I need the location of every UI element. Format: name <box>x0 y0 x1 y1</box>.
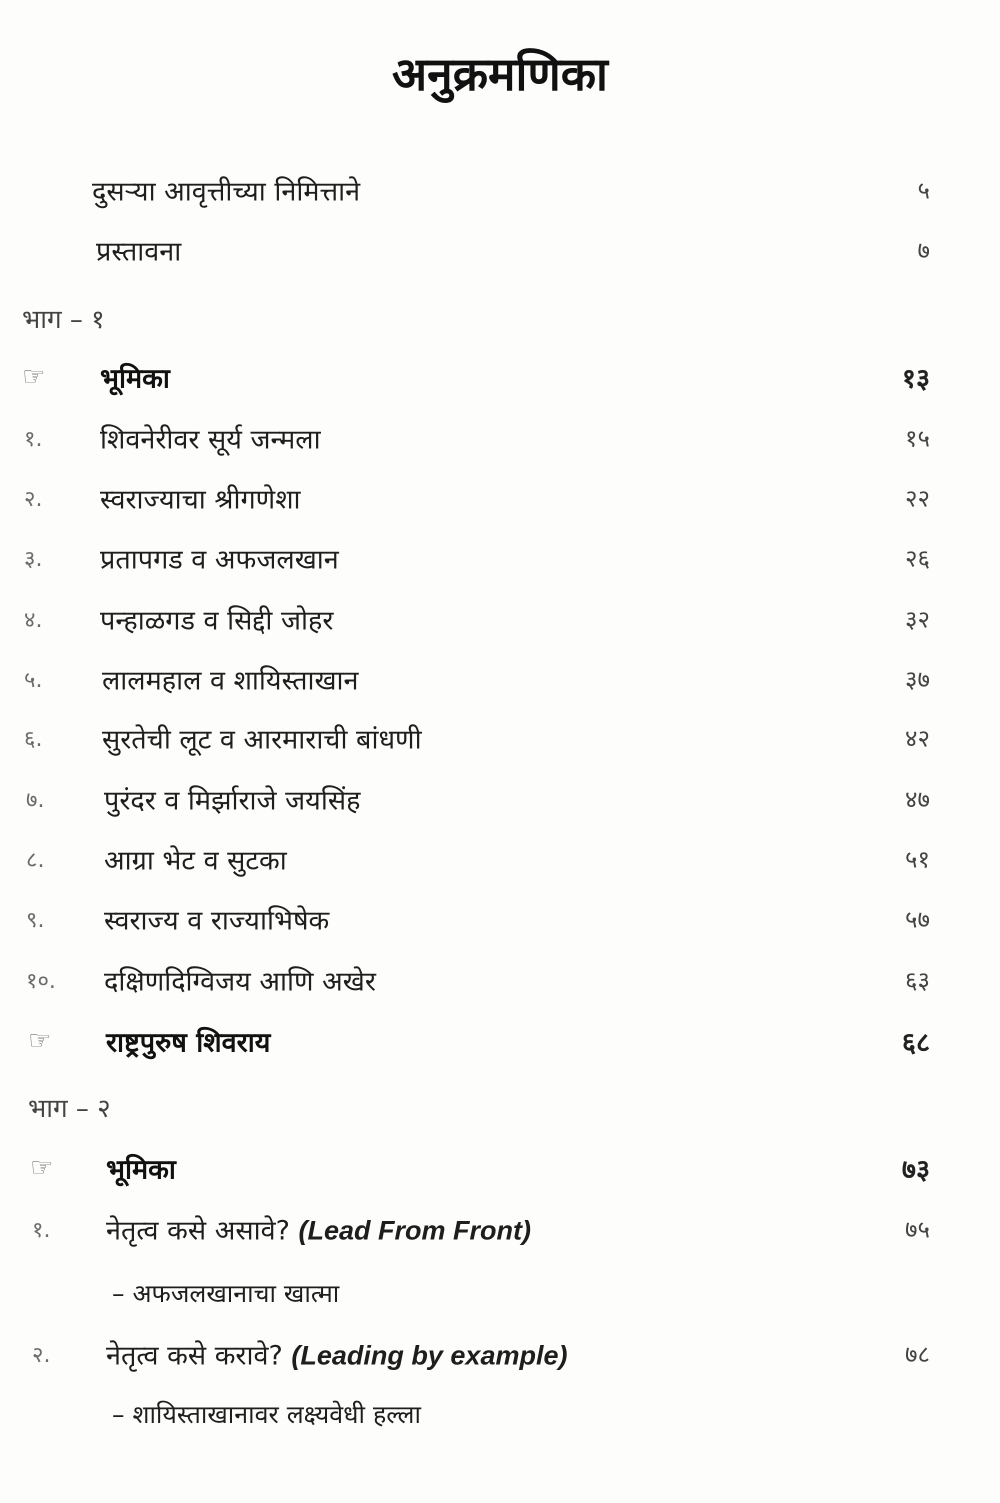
toc-entry <box>0 594 1000 644</box>
toc-entry-title: प्रतापगड व अफजलखान <box>100 544 339 576</box>
toc-entry-title: शिवनेरीवर सूर्य जन्मला <box>100 424 321 456</box>
toc-entry-page: १३ <box>901 363 930 395</box>
toc-entry-page: ३२ <box>905 605 930 634</box>
toc-entry-title: दुसऱ्या आवृत्तीच्या निमित्ताने <box>92 176 361 208</box>
toc-entry-title: पन्हाळगड व सिद्दी जोहर <box>100 605 334 637</box>
toc-entry-page: २२ <box>905 484 930 513</box>
toc-entry-title: स्वराज्य व राज्याभिषेक <box>104 905 330 937</box>
toc-entry-title: लालमहाल व शायिस्ताखान <box>102 665 359 697</box>
toc-entry <box>0 352 1000 402</box>
toc-entry-title-english: (Leading by example) <box>291 1340 568 1371</box>
toc-subentry <box>0 1389 1000 1439</box>
toc-entry-page: ७८ <box>905 1340 930 1369</box>
toc-entry-number: ४. <box>24 608 43 633</box>
toc-entry-number: ८. <box>26 848 45 873</box>
pointing-hand-icon: ☞ <box>22 362 46 392</box>
toc-entry <box>0 473 1000 523</box>
toc-entry-title: भूमिका <box>106 1154 176 1186</box>
toc-entry-page: ७५ <box>905 1215 930 1244</box>
toc-entry-number: ७. <box>26 788 45 813</box>
toc-entry <box>0 713 1000 763</box>
toc-entry-title-marathi: नेतृत्व कसे असावे? <box>106 1215 290 1247</box>
toc-entry-page: ५१ <box>905 845 930 874</box>
toc-entry-title: दक्षिणदिग्विजय आणि अखेर <box>104 966 376 998</box>
toc-entry-title: सुरतेची लूट व आरमाराची बांधणी <box>102 724 422 756</box>
toc-entry <box>0 774 1000 824</box>
toc-entry <box>0 1329 1000 1379</box>
toc-entry-title: भूमिका <box>100 363 170 395</box>
toc-entry-page: ७ <box>917 236 930 265</box>
toc-entry <box>0 894 1000 944</box>
toc-entry-page: ७३ <box>901 1154 930 1186</box>
part-heading <box>0 1082 1000 1132</box>
toc-entry-title-english: (Lead From Front) <box>298 1215 531 1246</box>
toc-entry-title: स्वराज्याचा श्रीगणेशा <box>100 484 301 516</box>
toc-entry-number: २. <box>32 1343 51 1368</box>
toc-entry-number: ३. <box>24 547 43 572</box>
pointing-hand-icon: ☞ <box>28 1026 52 1056</box>
toc-entry-number: १०. <box>26 969 56 994</box>
toc-entry <box>0 834 1000 884</box>
toc-entry-number: १. <box>32 1218 51 1243</box>
toc-entry-title-marathi: नेतृत्व कसे करावे? <box>106 1340 283 1372</box>
toc-entry <box>0 413 1000 463</box>
toc-entry-page: १५ <box>905 424 930 453</box>
toc-entry <box>0 1016 1000 1066</box>
toc-entry-page: ६८ <box>901 1027 930 1059</box>
part-label: भाग – १ <box>22 305 105 335</box>
toc-entry <box>0 165 1000 215</box>
part-label: भाग – २ <box>28 1094 111 1124</box>
toc-entry-number: ५. <box>24 668 43 693</box>
toc-entry-title <box>106 1336 567 1373</box>
toc-entry <box>0 1143 1000 1193</box>
toc-subentry <box>0 1268 1000 1318</box>
toc-entry-page: ५ <box>917 176 930 205</box>
toc-subentry-title: – शायिस्ताखानावर लक्ष्यवेधी हल्ला <box>112 1400 421 1429</box>
toc-entry-title: पुरंदर व मिर्झाराजे जयसिंह <box>104 785 361 817</box>
toc-entry-number: २. <box>24 487 43 512</box>
toc-entry-page: ४७ <box>905 785 930 814</box>
toc-entry-number: १. <box>24 427 43 452</box>
toc-entry <box>0 1204 1000 1254</box>
toc-entry-page: ३७ <box>905 665 930 694</box>
toc-entry-page: ६३ <box>905 966 930 995</box>
toc-entry <box>0 225 1000 275</box>
pointing-hand-icon: ☞ <box>30 1153 54 1183</box>
toc-entry-page: २६ <box>905 544 930 573</box>
toc-entry-page: ४२ <box>905 724 930 753</box>
page-title: अनुक्रमणिका <box>392 47 608 101</box>
toc-entry-number: ९. <box>26 908 45 933</box>
toc-entry <box>0 533 1000 583</box>
toc-subentry-title: – अफजलखानाचा खात्मा <box>112 1279 340 1308</box>
toc-entry-title: राष्ट्रपुरुष शिवराय <box>106 1027 271 1059</box>
part-heading <box>0 293 1000 343</box>
toc-entry-title: प्रस्तावना <box>96 236 182 268</box>
toc-entry-title: आग्रा भेट व सुटका <box>104 845 287 877</box>
toc-entry <box>0 955 1000 1005</box>
toc-entry-title <box>106 1211 531 1248</box>
toc-entry-number: ६. <box>24 727 43 752</box>
toc-entry <box>0 654 1000 704</box>
toc-entry-page: ५७ <box>905 905 930 934</box>
